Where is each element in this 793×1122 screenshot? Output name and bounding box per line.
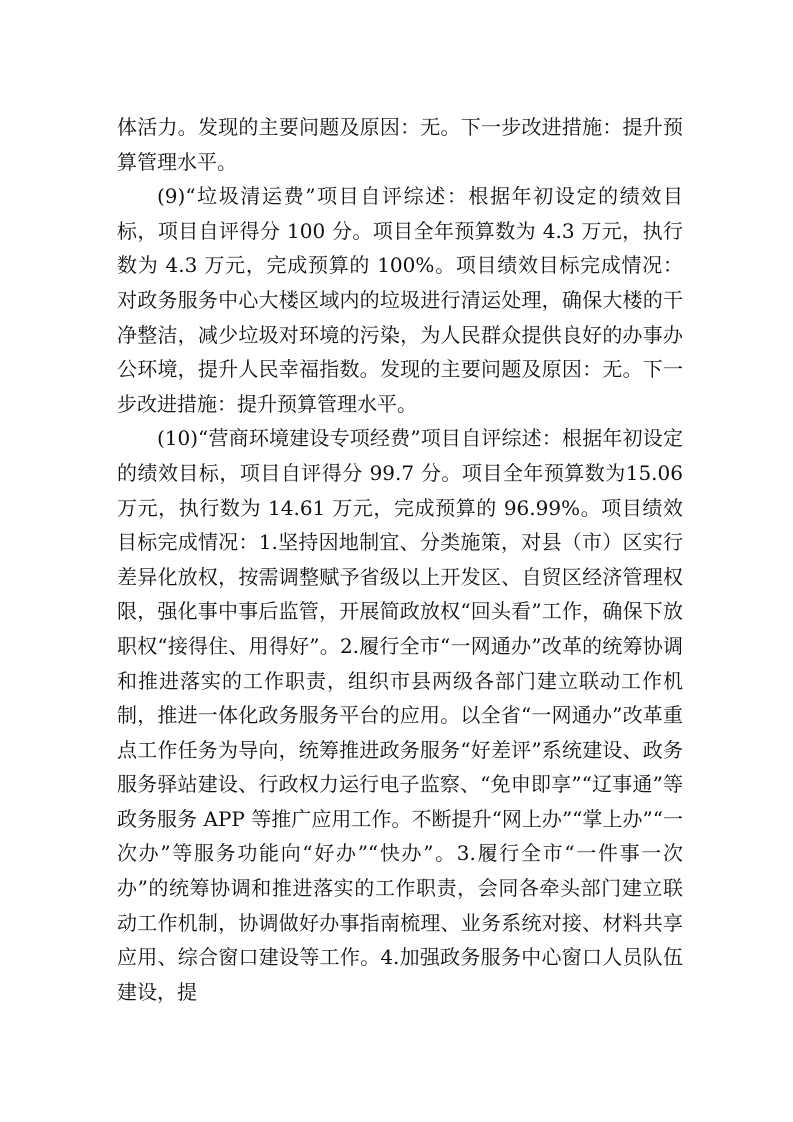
document-body: [117, 110, 683, 1009]
paragraph-item-9: (9)“垃圾清运费”项目自评综述：根据年初设定的绩效目标，项目自评得分 100 分。项目全年预算数为 4.3 万元，执行数为 4.3 万元，完成预算的 100%。项目绩效目标完成情况：对政务服务中心大楼区域内的垃圾进行清运处理，确保大楼的干净整洁，减少垃圾对环境的污染，为人民群众提供良好的办事办公环境，提升人民幸福指数。发现的主要问题及原因：无。下一步改进措施：提升预算管理水平。: [117, 184, 683, 416]
paragraph-continuation: 体活力。发现的主要问题及原因：无。下一步改进措施：提升预算管理水平。: [117, 115, 683, 174]
paragraph-item-10: (10)“营商环境建设专项经费”项目自评综述：根据年初设定的绩效目标，项目自评得分 99.7 分。项目全年预算数为15.06 万元，执行数为 14.61 万元，完成预算的 96.99%。项目绩效目标完成情况：1.坚持因地制宜、分类施策，对县（市）区实行差异化放权，按需调整赋予省级以上开发区、自贸区经济管理权限，强化事中事后监管，开展简政放权“回头看”工作，确保下放职权“接得住、用得好”。2.履行全市“一网通办”改革的统筹协调和推进落实的工作职责，组织市县两级各部门建立联动工作机制，推进一体化政务服务平台的应用。以全省“一网通办”改革重点工作任务为导向，统筹推进政务服务“好差评”系统建设、政务服务驿站建设、行政权力运行电子监察、“免申即享”“辽事通”等政务服务 APP 等推广应用工作。不断提升“网上办”“掌上办”“一次办”等服务功能向“好办”“快办”。3.履行全市“一件事一次办”的统筹协调和推进落实的工作职责，会同各牵头部门建立联动工作机制，协调做好办事指南梳理、业务系统对接、材料共享应用、综合窗口建设等工作。4.加强政务服务中心窗口人员队伍建设，提: [117, 426, 683, 1004]
